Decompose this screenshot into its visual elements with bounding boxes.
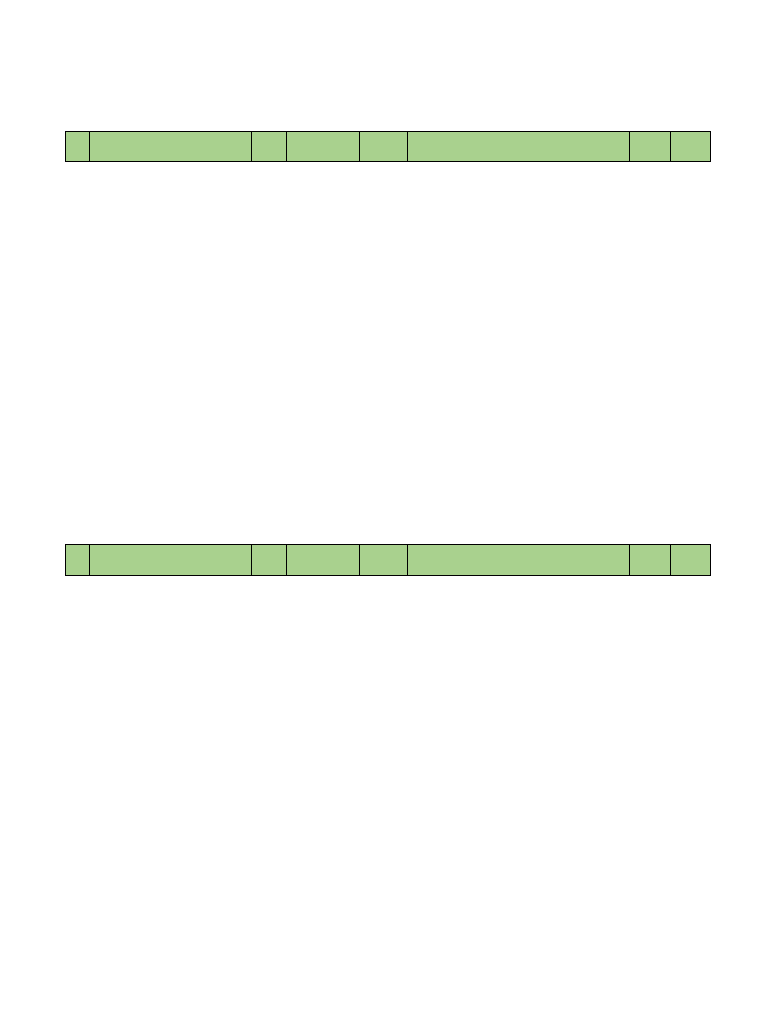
meta-block — [199, 75, 324, 119]
col-header-kompetensi — [90, 132, 252, 162]
meta-row — [199, 86, 324, 97]
col-header-no — [66, 132, 90, 162]
col-header-nomor — [630, 545, 671, 576]
table-header-row — [66, 545, 711, 576]
meta-row — [199, 75, 324, 86]
col-header-nomor — [630, 132, 671, 162]
col-header-kelas — [252, 545, 287, 576]
col-header-materi — [287, 132, 360, 162]
meta-label — [199, 75, 324, 86]
meta-label — [199, 108, 324, 119]
meta-row — [199, 97, 324, 108]
meta-label — [199, 97, 324, 108]
kisi-table-2 — [65, 544, 711, 576]
col-header-materi — [287, 545, 360, 576]
col-header-bentuk — [671, 545, 711, 576]
col-header-kompetensi — [90, 545, 252, 576]
col-header-level — [360, 545, 408, 576]
col-header-level — [360, 132, 408, 162]
col-header-indikator — [408, 132, 630, 162]
col-header-indikator — [408, 545, 630, 576]
table-header-row — [66, 132, 711, 162]
col-header-bentuk — [671, 132, 711, 162]
meta-row — [199, 108, 324, 119]
meta-label — [199, 86, 324, 97]
kisi-table-1 — [65, 131, 711, 162]
col-header-no — [66, 545, 90, 576]
col-header-kelas — [252, 132, 287, 162]
